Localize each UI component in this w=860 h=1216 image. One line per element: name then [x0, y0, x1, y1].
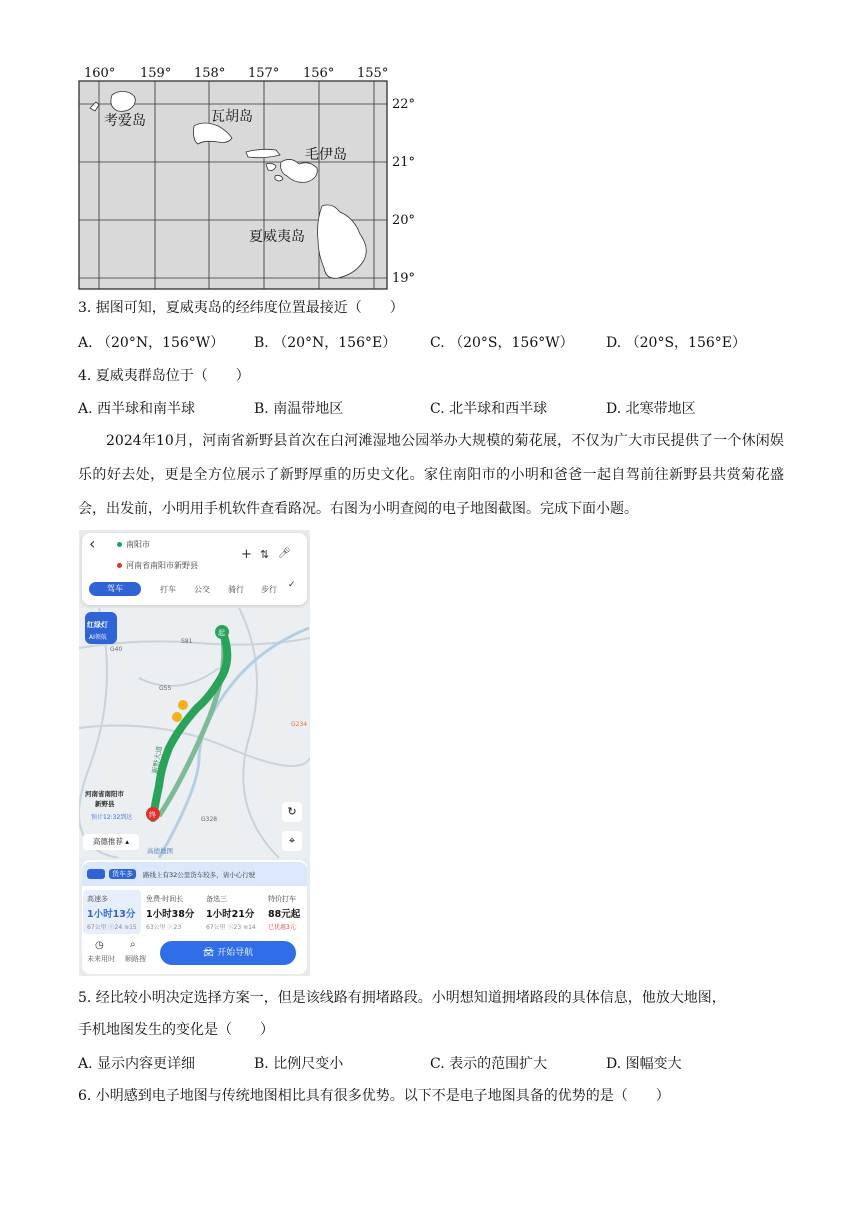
svg-text:S81: S81 [181, 638, 193, 645]
banner-tag: 货车多 [109, 869, 136, 879]
route-option-3[interactable]: 备选三 1小时21分 67公里 ⓢ23 ≋14 [206, 895, 256, 931]
q4-option-d: D. 北寒带地区 [606, 401, 696, 417]
search-icon[interactable]: ⌕ [130, 939, 136, 950]
lon-label: 157° [248, 66, 280, 81]
banner-text: 路线上有32公里货车较多，请小心行驶 [143, 871, 256, 879]
molokai-island [246, 149, 280, 157]
lat-label: 21° [392, 155, 416, 170]
maui-label: 毛伊岛 [305, 147, 347, 163]
start-marker: 起 [218, 629, 225, 637]
lat-label: 19° [392, 271, 416, 286]
mode-taxi-tab[interactable]: 打车 [160, 585, 176, 594]
badge-line2: AI领航 [89, 634, 107, 641]
q6-stem: 6. 小明感到电子地图与传统地图相比具有很多优势。以下不是电子地图具备的优势的是（ ） [78, 1088, 670, 1104]
kauai-label: 考爱岛 [104, 113, 146, 129]
q3-stem: 3. 据图可知，夏威夷岛的经纬度位置最接近（ ） [78, 300, 404, 316]
svg-text:G55: G55 [159, 685, 172, 692]
q5-option-c: C. 表示的范围扩大 [430, 1056, 548, 1072]
more-modes-chevron-icon[interactable]: ✓ [288, 580, 296, 590]
svg-text:G234: G234 [291, 721, 308, 728]
lat-label: 20° [392, 213, 416, 228]
mode-bike-tab[interactable]: 骑行 [228, 585, 244, 594]
future-time-label[interactable]: 未来用时 [87, 955, 115, 963]
lon-label: 160° [84, 66, 116, 81]
hawaii-island-label: 夏威夷岛 [249, 229, 305, 245]
lon-label: 158° [194, 66, 226, 81]
back-icon[interactable]: ‹ [89, 534, 96, 553]
origin-dot-icon [117, 542, 122, 547]
q5-option-a: A. 显示内容更详细 [78, 1056, 196, 1072]
q4-option-b: B. 南温带地区 [254, 401, 344, 417]
longitude-labels [84, 66, 388, 81]
locate-icon[interactable]: ⌖ [282, 831, 302, 851]
q3-option-c: C. （20°S，156°W） [430, 335, 574, 351]
q4-stem: 4. 夏威夷群岛位于（ ） [78, 368, 250, 384]
mode-transit-tab[interactable]: 公交 [194, 585, 210, 594]
svg-text:预计12:32到达: 预计12:32到达 [91, 814, 133, 821]
microphone-icon[interactable]: 🎤︎ [278, 548, 291, 559]
q5-stem-line2: 手机地图发生的变化是（ ） [78, 1022, 274, 1038]
oahu-label: 瓦胡岛 [211, 109, 253, 125]
svg-text:新野县: 新野县 [95, 800, 115, 808]
q4-option-a: A. 西半球和南半球 [78, 401, 196, 417]
route-option-1[interactable]: 高速多 1小时13分 67公里 ⓢ24 ≋15 [87, 895, 137, 931]
lat-label: 22° [392, 97, 416, 112]
svg-text:新野大道: 新野大道 [151, 745, 164, 775]
start-navigation-button[interactable]: 🚘︎ 开始导航 [160, 941, 296, 965]
add-stop-icon[interactable]: + [241, 547, 252, 562]
latitude-labels [392, 97, 415, 286]
car-icon: 🚘︎ [202, 948, 218, 958]
route-map[interactable] [79, 608, 310, 858]
svg-text:G40: G40 [110, 646, 123, 653]
q3-option-d: D. （20°S，156°E） [606, 335, 746, 351]
route-option-taxi[interactable]: 特价打车 88元起 已优惠3元 [268, 895, 301, 931]
q4-option-c: C. 北半球和西半球 [430, 401, 548, 417]
lon-label: 156° [303, 66, 335, 81]
along-route-search-label[interactable]: 顺路搜 [125, 955, 146, 963]
destination-dot-icon [117, 563, 122, 568]
route-option-2[interactable]: 免费·时间长 1小时38分 63公里 ⓢ23 [146, 895, 195, 931]
recommend-dropdown[interactable]: 高德推荐 ▴ [83, 834, 139, 850]
origin-field[interactable]: 南阳市 [126, 540, 150, 549]
q5-stem-line1: 5. 经比较小明决定选择方案一，但是该线路有拥堵路段。小明想知道拥堵路段的具体信息，他放大地图， [78, 990, 726, 1006]
lon-label: 159° [140, 66, 172, 81]
q5-option-b: B. 比例尺变小 [254, 1056, 344, 1072]
q3-option-b: B. （20°N，156°E） [254, 335, 397, 351]
lon-label: 155° [357, 66, 389, 81]
q3-option-a: A. （20°N，156°W） [78, 335, 225, 351]
amap-logo: 高德地图 [147, 847, 173, 855]
badge-line1: 红绿灯 [87, 621, 108, 629]
reading-passage: 2024年10月，河南省新野县首次在白河滩湿地公园举办大规模的菊花展，不仅为广大市民提供了一个休闲娱乐的好去处，更是全方位展示了新野厚重的历史文化。家住南阳市的小明和爸爸一起自驾前往新野县共赏菊花盛会，出发前，小明用手机软件查看路况。右图为小明查阅的电子地图截图。完成下面小题。 [78, 433, 784, 517]
navigation-app-screenshot [79, 530, 310, 976]
recommend-label: 高德推荐 [92, 837, 123, 846]
destination-field[interactable]: 河南省南阳市新野县 [126, 561, 198, 570]
svg-text:河南省南阳市: 河南省南阳市 [85, 790, 124, 798]
swap-icon[interactable]: ⇅ [260, 548, 270, 561]
truck-icon [87, 869, 105, 879]
hawaii-map [78, 64, 438, 294]
svg-text:G328: G328 [201, 816, 218, 823]
refresh-icon[interactable]: ↻ [282, 802, 302, 822]
mode-drive-tab[interactable]: 驾车 [89, 582, 141, 596]
mode-walk-tab[interactable]: 步行 [261, 585, 277, 594]
q5-option-d: D. 图幅变大 [606, 1056, 682, 1072]
clock-icon[interactable]: ◷ [95, 940, 104, 951]
end-marker: 终 [149, 811, 156, 819]
